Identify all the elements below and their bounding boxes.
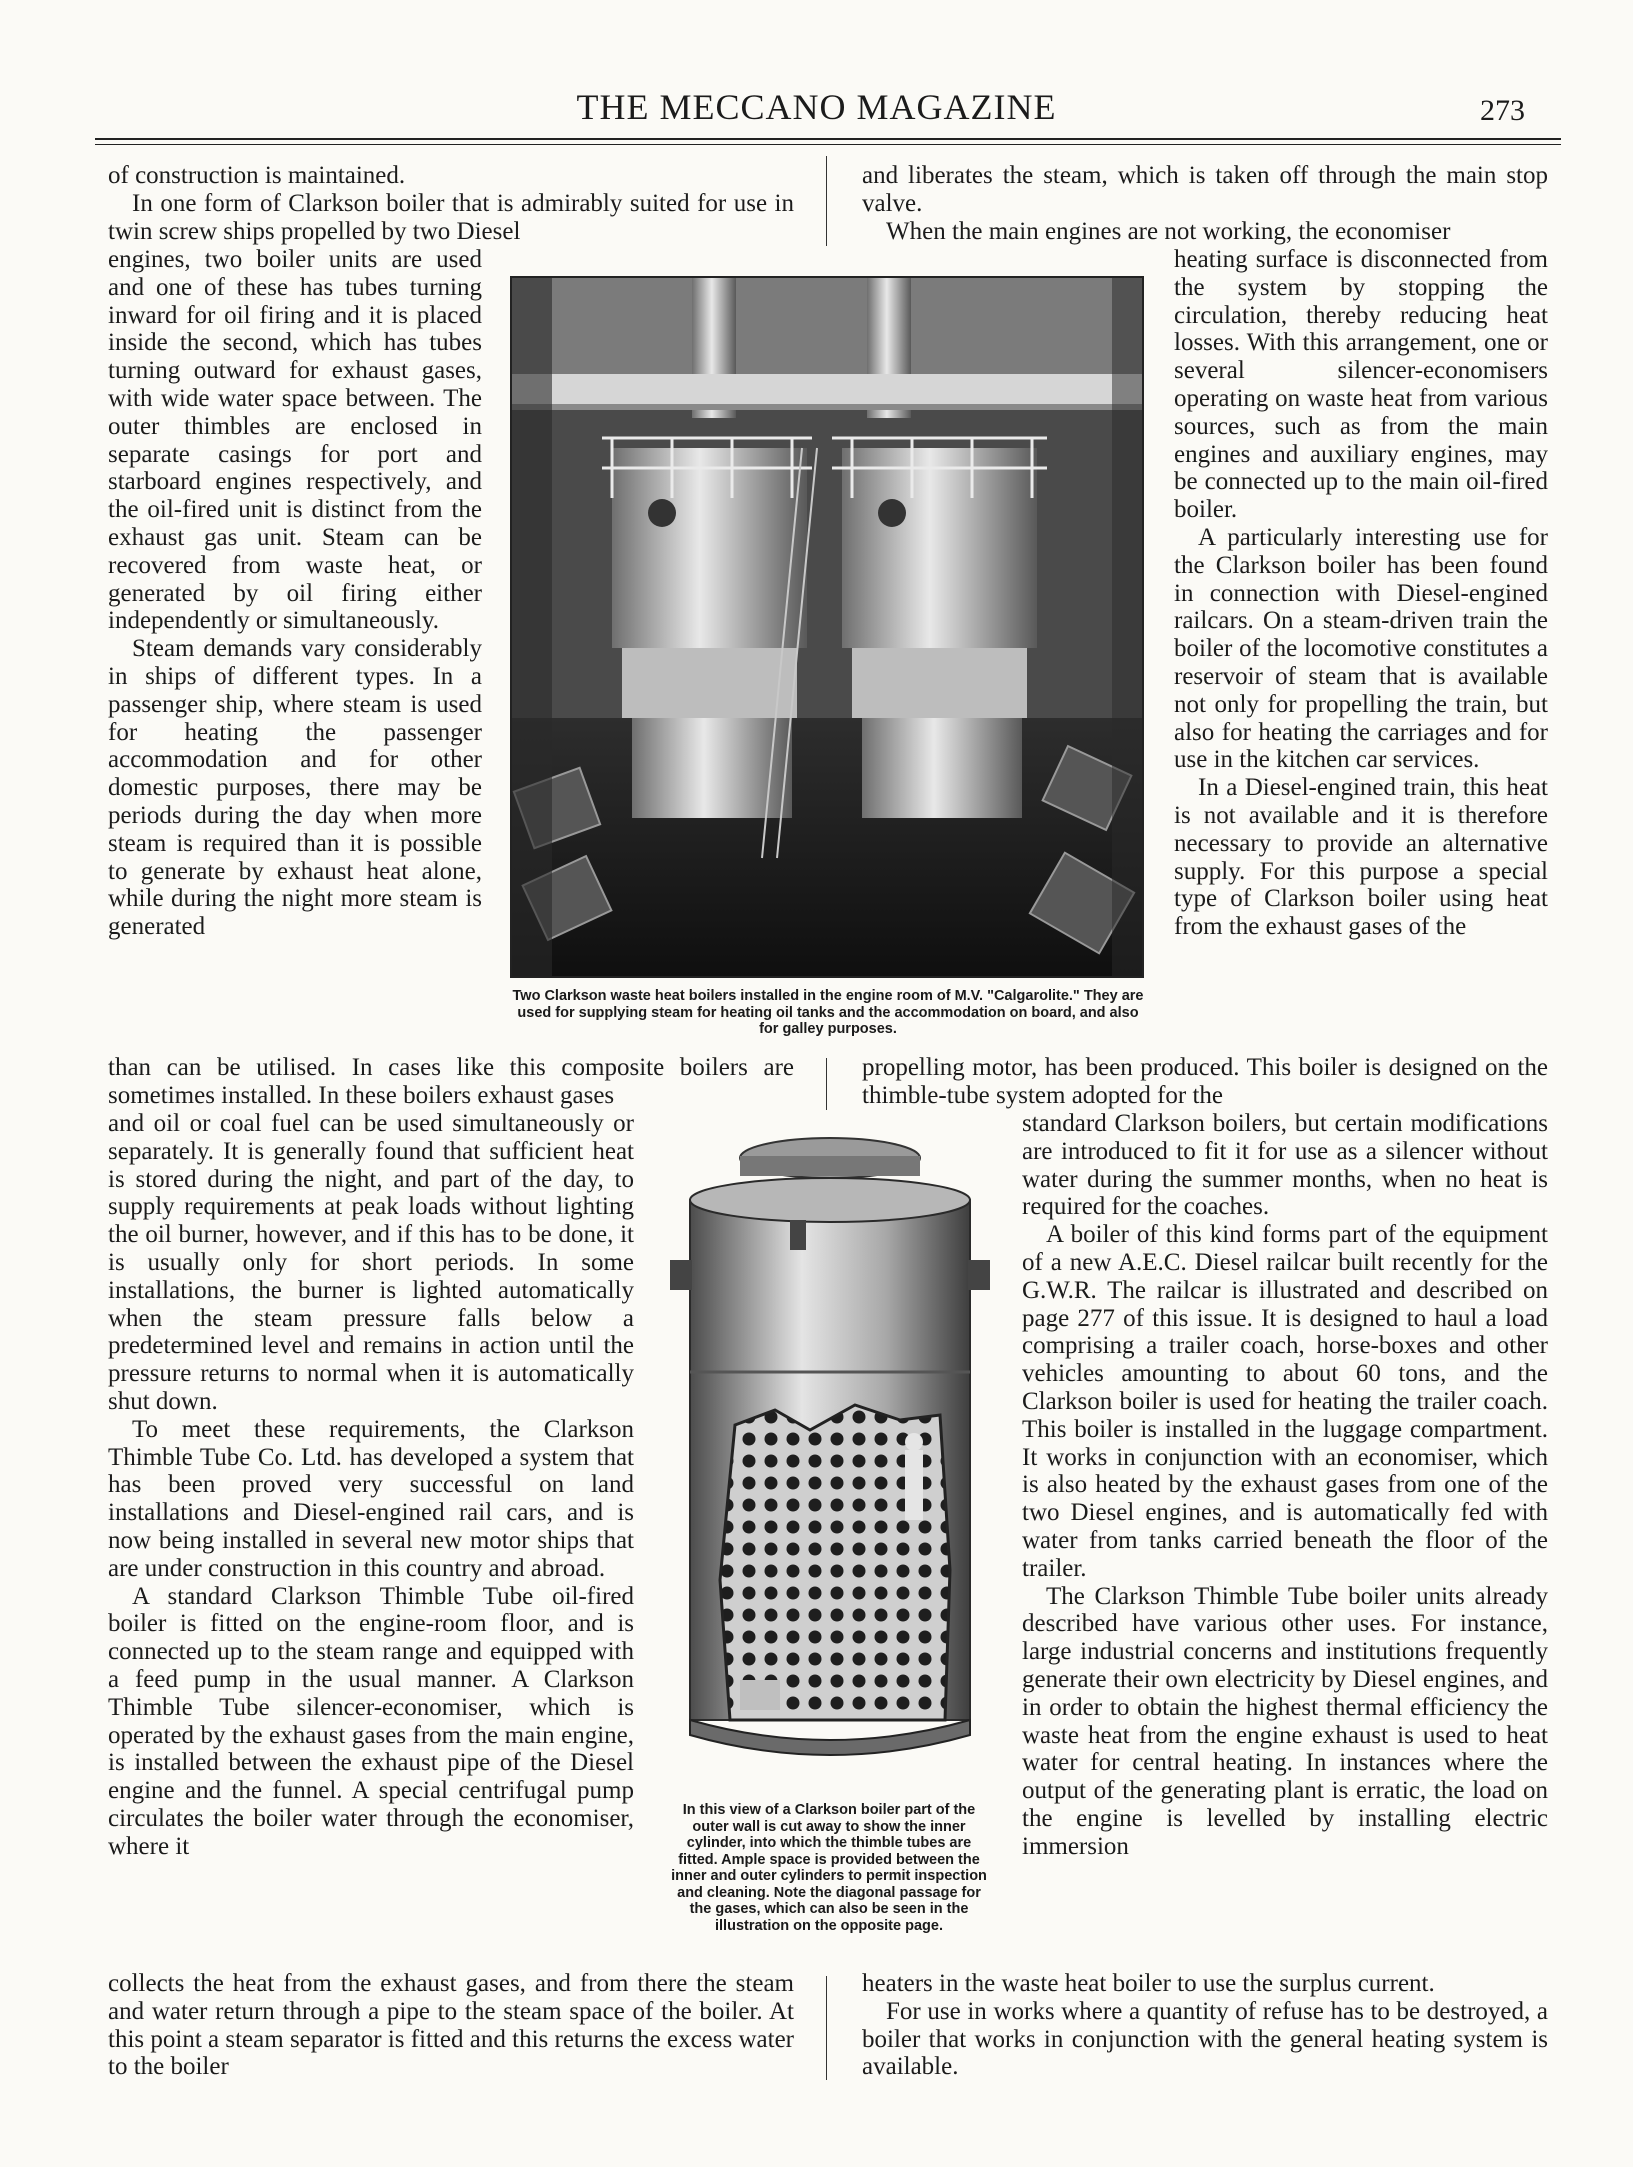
header-rule: [95, 138, 1561, 140]
page-title: THE MECCANO MAGAZINE: [576, 87, 1057, 127]
paragraph: In a Diesel-engined train, this heat is not available and it is therefore necessary to provide an alternative supply. For this purpose a special type of Clarkson boiler using heat from the exhaust gases of the: [1174, 774, 1548, 941]
upper-right-text: [862, 162, 1548, 245]
paragraph: of construction is maintained.: [108, 162, 406, 189]
header-rule-thin: [95, 144, 1561, 145]
column-divider-middle: [826, 1058, 827, 1110]
paragraph: When the main engines are not working, the economiser: [886, 217, 1451, 245]
column-divider-bottom: [826, 1976, 827, 2080]
paragraph: and liberates the steam, which is taken off through the main stop valve.: [862, 162, 1548, 217]
paragraph: collects the heat from the exhaust gases, and from there the steam and water return through a pipe to the steam space of the boiler. At this point a steam separator is fitted and this returns the excess water to the boiler: [108, 1970, 794, 2081]
boiler-left: [612, 448, 807, 818]
paragraph: propelling motor, has been produced. This boiler is designed on the thimble-tube system adopted for the: [862, 1054, 1548, 1109]
boiler-cutaway-figure: [650, 1120, 1010, 1780]
column-divider-top: [826, 156, 827, 246]
paragraph: In one form of Clarkson boiler that is admirably suited for use in twin screw ships propelled by two Diesel: [108, 189, 794, 245]
upper-left-narrow-text: [108, 246, 482, 941]
mid-right-text: [862, 1054, 1548, 1110]
engine-room-photo: [510, 276, 1144, 978]
paragraph: A boiler of this kind forms part of the equipment of a new A.E.C. Diesel railcar built recently for the G.W.R. The railcar is illustrated and described on page 277 of this issue. It is designed to haul a load comprising a trailer coach, horse-boxes and other vehicles amounting to about 60 tons, and the Clarkson boiler is used for heating the trailer coach. This boiler is installed in the luggage compartment. It works in conjunction with an economiser, which is also heated by the exhaust gases from one of the two Diesel engines, and is automatically fed with water from tanks carried beneath the floor of the trailer.: [1022, 1221, 1548, 1582]
paragraph: engines, two boiler units are used and one of these has tubes turning inward for oil firing and it is placed inside the second, which has tubes turning outward for exhaust gases, with wide water space between. The outer thimbles are enclosed in separate casings for port and starboard engines respectively, and the oil-fired unit is distinct from the exhaust gas unit. Steam can be recovered from waste heat, or generated by oil firing either independently or simultaneously.: [108, 246, 482, 635]
upper-right-narrow-text: [1174, 246, 1548, 941]
paragraph: heating surface is disconnected from the system by stopping the circulation, thereby reducing heat losses. With this arrangement, one or several silencer-economisers operating on waste heat from various sources, such as from the main engines and auxiliary engines, may be connected up to the main oil-fired boiler.: [1174, 246, 1548, 524]
paragraph: The Clarkson Thimble Tube boiler units already described have various other uses. For instance, large industrial concerns and institutions frequently generate their own electricity by Diesel engines, and in order to obtain the highest thermal efficiency the waste heat from the engine exhaust is used to heat water for central heating. In instances where the output of the generating plant is erratic, the load on the engine is levelled by installing electric immersion: [1022, 1582, 1548, 1860]
bottom-left-text: [108, 1970, 794, 2081]
lower-right-text: [1022, 1110, 1548, 1861]
paragraph: For use in works where a quantity of refuse has to be destroyed, a boiler that works in conjunction with the general heating system is available.: [862, 1997, 1548, 2081]
boiler-caption: In this view of a Clarkson boiler part of the outer wall is cut away to show the inner cylinder, into which the thimble tubes are fitted. Ample space is provided between the inner and outer cylinders to permit inspection and cleaning. Note the diagonal passage for the gases, which can also be seen in the illustration on the opposite page.: [671, 1802, 987, 1934]
bottom-right-text: [862, 1970, 1548, 2081]
paragraph: A particularly interesting use for the Clarkson boiler has been found in connection with Diesel-engined railcars. On a steam-driven train the boiler of the locomotive constitutes a reservoir of steam that is available not only for propelling the train, but also for heating the carriages and for use in the kitchen car services.: [1174, 523, 1548, 774]
paragraph: standard Clarkson boilers, but certain modifications are introduced to fit it for use as a silencer without water during the summer months, when no heat is required for the coaches.: [1022, 1110, 1548, 1221]
paragraph: To meet these requirements, the Clarkson Thimble Tube Co. Ltd. has developed a system that has been proved very successful on land installations and Diesel-engined rail cars, and is now being installed in several new motor ships that are under construction in this country and abroad.: [108, 1415, 634, 1582]
mid-left-text: [108, 1054, 794, 1110]
paragraph: and oil or coal fuel can be used simultaneously or separately. It is generally found that sufficient heat is stored during the night, and part of the day, to supply requirements at peak loads without lighting the oil burner, however, and if this has to be done, it is usually only for short periods. In some installations, the burner is lighted automatically when the steam pressure falls below a predetermined level and remains in action until the pressure returns to normal when it is automatically shut down.: [108, 1110, 634, 1415]
engine-room-photo-graphic: [512, 278, 1142, 976]
paragraph: A standard Clarkson Thimble Tube oil-fired boiler is fitted on the engine-room floor, and is connected up to the steam range and equipped with a feed pump in the usual manner. A Clarkson Thimble Tube silencer-economiser, which is operated by the exhaust gases from the main engine, is installed between the exhaust pipe of the Diesel engine and the funnel. A special centrifugal pump circulates the boiler water through the economiser, where it: [108, 1582, 634, 1860]
engine-room-caption: Two Clarkson waste heat boilers installed in the engine room of M.V. "Calgarolite." They are used for supplying steam for heating oil tanks and the accommodation on board, and also for galley purposes.: [512, 988, 1144, 1037]
upper-left-text: [108, 162, 794, 245]
lower-left-text: [108, 1110, 634, 1861]
boiler-right: [842, 448, 1037, 818]
paragraph: Steam demands vary considerably in ships of different types. In a passenger ship, where steam is used for heating the passenger accommodation and for other domestic purposes, there may be periods during the day when more steam is required than it is possible to generate by exhaust heat alone, while during the night more steam is generated: [108, 635, 482, 941]
paragraph: than can be utilised. In cases like this composite boilers are sometimes installed. In these boilers exhaust gases: [108, 1054, 794, 1109]
page-number: 273: [1480, 94, 1525, 127]
paragraph: heaters in the waste heat boiler to use the surplus current.: [862, 1970, 1435, 1997]
boiler-cutaway-graphic: [650, 1120, 1010, 1780]
